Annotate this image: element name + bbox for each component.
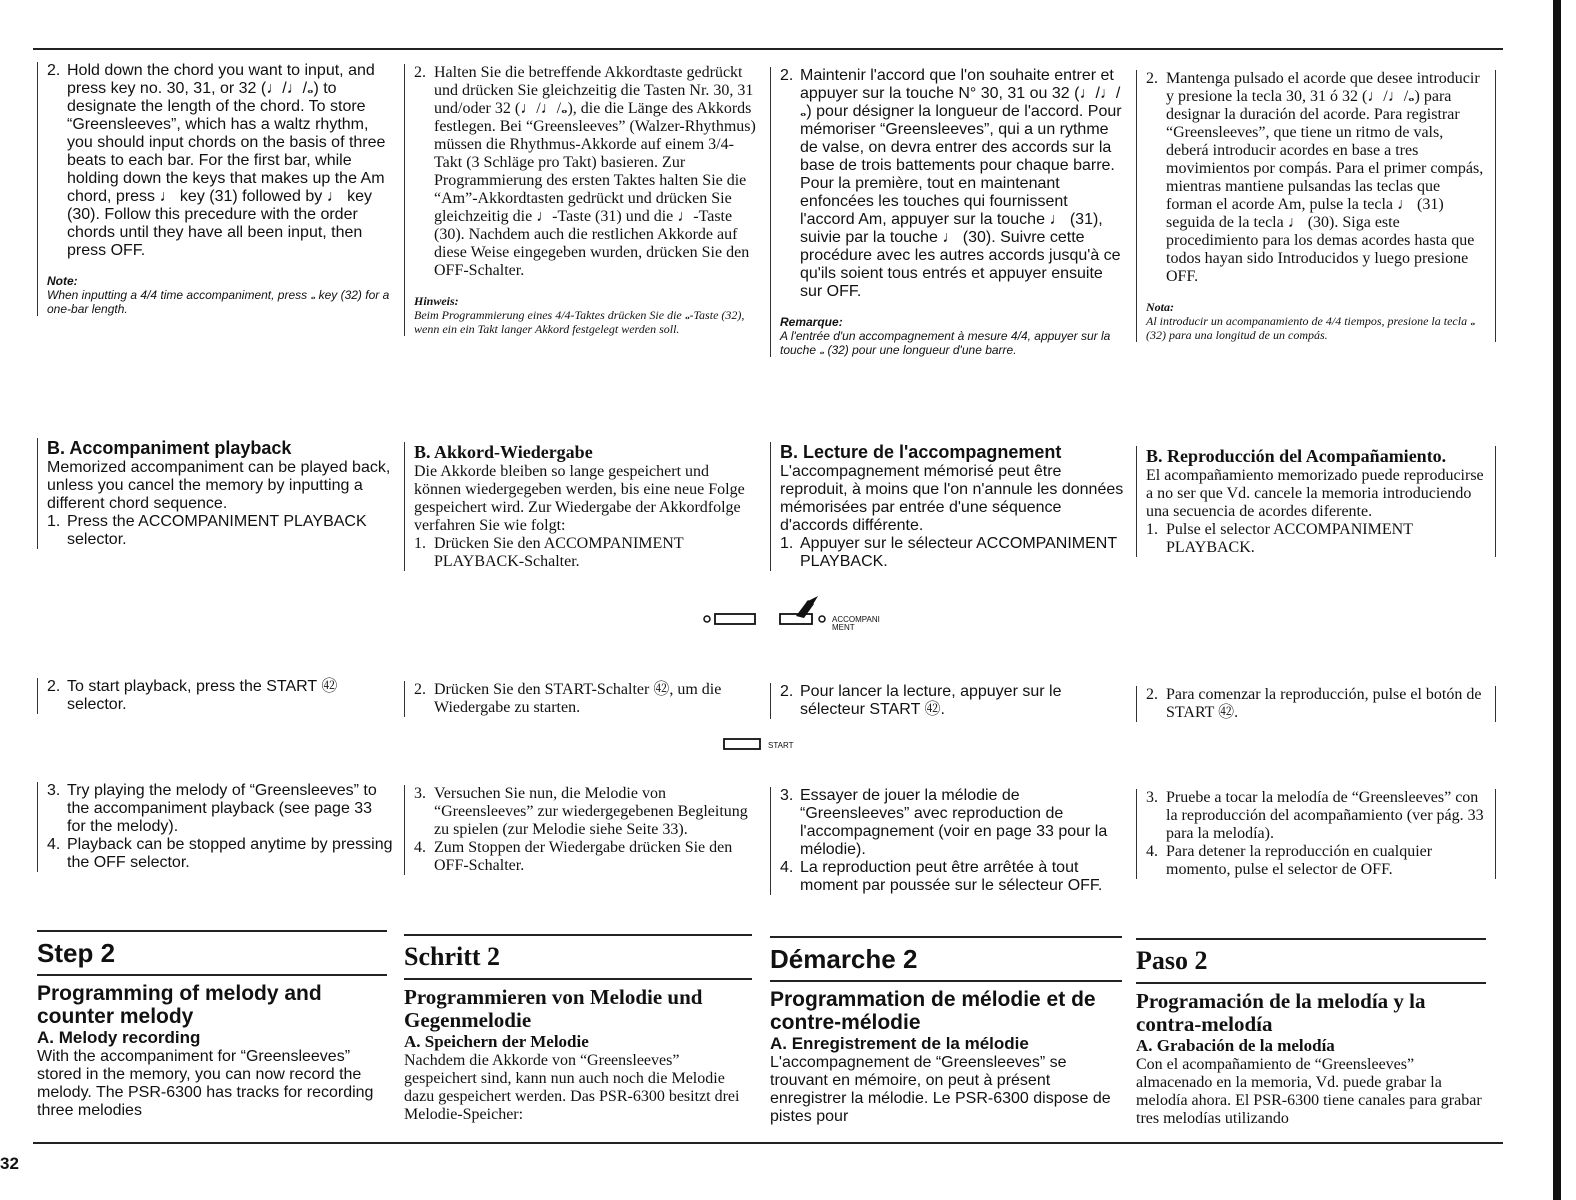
en-list-item: 1. Press the ACCOMPANIMENT PLAYBACK selector. [47,513,367,548]
en-list-item: 2. To start playback, press the START ㊷ selector. [47,678,338,713]
page-edge-bar [1553,0,1561,1200]
de-section-b-heading: B. Akkord-Wiedergabe [414,442,593,462]
fr-note-text: A l'entrée d'un accompagnement à mesure 4/4, appuyer sur la touche 𝅝 (32) pour une longueur d'une barre. [780,329,1111,357]
fr-subheading: Programmation de mélodie et de contre-mélodie [770,980,1122,1034]
es-start-step [1136,686,1496,722]
de-list-item: 2. Drücken Sie den START-Schalter ㊷, um die Wiedergabe zu starten. [414,681,722,716]
en-section-b-text: Memorized accompaniment can be played back, unless you cancel the memory by inputting a different chord sequence. [47,459,391,512]
de-step-heading: Schritt 2 [404,934,752,972]
en-steps-3-4 [37,782,393,872]
es-step2-text: Mantenga pulsado el acorde que desee introducir y presione la tecla 30, 31 ó 32 (♩/♩/𝅝) para designar la duración del acorde. Para registrar “Greensleeves”, que tiene un ritmo de vals, deberá introducir acordes en base a tres movimientos por compás. Para el primer compás, mientras mantiene pulsandas las teclas que forman el acorde Am, pulse la tecla ♩ (31) seguida de la tecla ♩ (30). Siga este procedimiento para los demas acordes hasta que todos hayan sido Introducidos y luego presione OFF. [1166,70,1484,285]
en-list-item: 3. Try playing the melody of “Greensleeves” to the accompaniment playback (see page 33 for the melody). [47,782,377,835]
start-selector-illustration [722,736,794,757]
es-steps-3-4 [1136,789,1496,879]
es-melody-text: Con el acompañamiento de “Greensleeves” almacenado en la memoria, Vd. puede grabar la melodía ahora. El PSR-6300 tiene canales para grabar tres melodías utilizando [1136,1056,1482,1127]
en-note-text: When inputting a 4/4 time accompaniment, press 𝅝 key (32) for a one-bar length. [47,288,390,316]
fr-section-b-text: L'accompagnement mémorisé peut être reproduit, à moins que l'on n'annule les données mémorisées par entrée d'une séquence d'accords différente. [780,463,1124,534]
en-list-item: 2. Hold down the chord you want to input, and press key no. 30, 31, or 32 (♩/♩/𝅝) to designate the length of the chord. To store “Greensleeves”, which has a waltz rhythm, you should input chords on the basis of three beats to each bar. For the first bar, while holding down the keys that makes up the Am chord, press ♩ key (31) followed by ♩ key (30). Follow this precedure with the order chords until they have all been input, then press OFF. [47,62,393,260]
en-step2-text: Hold down the chord you want to input, and press key no. 30, 31, or 32 (♩/♩/𝅝) to designate the length of the chord. To store “Greensleeves”, which has a waltz rhythm, you should input chords on the basis of three beats to each bar. For the first bar, while holding down the keys that makes up the Am chord, press ♩ key (31) followed by ♩ key (30). Follow this precedure with the order chords until they have all been input, then press OFF. [67,62,386,259]
de-subheading: Programmieren von Melodie und Gegenmelodie [404,978,752,1032]
en-subheading: Programming of melody and counter melody [37,974,387,1028]
fr-melody-text: L'accompagnement de “Greensleeves” se trouvant en mémoire, on peut à présent enregistrer la mélodie. Le PSR-6300 dispose de pistes pour [770,1054,1111,1125]
en-step2-block [37,62,393,316]
fr-step2-text: Maintenir l'accord que l'on souhaite entrer et appuyer sur la touche N° 30, 31 ou 32 (♩/♩/𝅝) pour désigner la longueur de l'accord. Pour mémoriser “Greensleeves”, qui a un rythme de valse, on devra entrer des accords sur la base de trois battements pour chaque barre. Pour la première, tout en maintenant enfoncées les touches qui fournissent l'accord Am, appuyer sur la touche ♩ (31), suivie par la touche ♩ (30). Suivre cette procédure avec les autres accords jusqu'à ce qu'ils soient tous entrés et appuyer ensuite sur OFF. [800,67,1122,300]
accompaniment-label: ACCOMPANI MENT [832,615,880,632]
es-list-item: 2. Para comenzar la reproducción, pulse el botón de START ㊷. [1146,686,1482,721]
de-list-item: 2. Halten Sie die betreffende Akkordtaste gedrückt und drücken Sie gleichzeitig die Tasten Nr. 30, 31 und/oder 32 (♩/♩/𝅝), die die Länge des Akkords festlegen. Bei “Greensleeves” (Walzer-Rhythmus) müssen die Rhythmus-Akkorde auf einem 3/4-Takt (3 Schläge pro Takt) basieren. Zur Programmierung des ersten Taktes halten Sie die “Am”-Akkordtasten gedrückt und drücken Sie gleichzeitig die ♩-Taste (31) und die ♩-Taste (30). Nachdem auch die restlichen Akkorde auf diese Weise eingegeben wurden, drücken Sie den OFF-Schalter. [414,64,759,280]
es-note-text: Al introducir un acompanamiento de 4/4 tiempos, presione la tecla 𝅝 (32) para una longitud de un compás. [1146,314,1475,342]
es-melody-recording-heading: A. Grabación de la melodía [1136,1036,1335,1055]
es-section-b-text: El acompañamiento memorizado puede reproducirse a no ser que Vd. cancele la memoria introduciendo una secuencia de acordes diferente. [1146,467,1484,520]
fr-list-item: 4. La reproduction peut être arrêtée à tout moment par poussée sur le sélecteur OFF. [780,859,1103,894]
fr-list-item: 2. Pour lancer la lecture, appuyer sur le sélecteur START ㊷. [780,683,1062,718]
en-step-heading: Step 2 [37,930,387,968]
de-list-item: 4. Zum Stoppen der Wiedergabe drücken Sie den OFF-Schalter. [414,839,733,874]
fr-melody-recording-heading: A. Enregistrement de la mélodie [770,1034,1029,1053]
es-step-heading-block [1136,938,1486,1128]
en-section-b [37,438,393,549]
de-step2-block [404,64,759,336]
fr-list-item: 3. Essayer de jouer la mélodie de “Greensleeves” avec reproduction de l'accompagnement (voir en page 33 pour la mélodie). [780,787,1108,858]
de-start-step [404,681,759,717]
fr-list-item: 1. Appuyer sur le sélecteur ACCOMPANIMENT PLAYBACK. [780,535,1117,570]
de-list-item: 1. Drücken Sie den ACCOMPANIMENT PLAYBACK-Schalter. [414,535,684,570]
top-rule [33,48,1503,50]
fr-note-heading: Remarque: [780,315,843,329]
de-note-heading: Hinweis: [414,294,459,308]
de-step-heading-block [404,934,752,1124]
fr-section-b-heading: B. Lecture de l'accompagnement [780,442,1062,462]
fr-start-step [770,683,1125,719]
fr-steps-3-4 [770,787,1125,895]
es-list-item: 1. Pulse el selector ACCOMPANIMENT PLAYBACK. [1146,521,1413,556]
es-subheading: Programación de la melodía y la contra-melodía [1136,982,1486,1036]
es-section-b [1136,446,1496,557]
es-step2-block [1136,70,1496,342]
es-section-b-heading: B. Reproducción del Acompañamiento. [1146,446,1447,466]
en-list-item: 4. Playback can be stopped anytime by pressing the OFF selector. [47,836,393,871]
de-note-text: Beim Programmierung eines 4/4-Taktes drücken Sie die 𝅝-Taste (32), wenn ein ein Takt langer Akkord festgelegt werden soll. [414,308,745,336]
accompaniment-selector-illustration [700,596,900,641]
de-steps-3-4 [404,785,759,875]
es-list-item: 3. Pruebe a tocar la melodía de “Greensleeves” con la reproducción del acompañamiento (ver pág. 33 para la melodía). [1146,789,1484,842]
de-section-b [404,442,759,571]
en-start-step [37,678,393,714]
en-melody-text: With the accompaniment for “Greensleeves” stored in the memory, you can now record the melody. The PSR-6300 has tracks for recording three melodies [37,1048,374,1119]
de-section-b-text: Die Akkorde bleiben so lange gespeichert und können wiedergegeben werden, bis eine neue Folge gespeichert wird. Zur Wiedergabe der Akkordfolge verfahren Sie wie folgt: [414,463,745,534]
start-label: START [768,741,794,750]
es-note-heading: Nota: [1146,300,1174,314]
en-note-heading: Note: [47,274,78,288]
fr-step-heading-block [770,936,1122,1126]
fr-step-heading: Démarche 2 [770,936,1122,974]
de-step2-text: Halten Sie die betreffende Akkordtaste gedrückt und drücken Sie gleichzeitig die Tasten Nr. 30, 31 und/oder 32 (♩/♩/𝅝), die die Länge des Akkords festlegen. Bei “Greensleeves” (Walzer-Rhythmus) müssen die Rhythmus-Akkorde auf einem 3/4-Takt (3 Schläge pro Takt) basieren. Zur Programmierung des ersten Taktes halten Sie die “Am”-Akkordtasten gedrückt und drücken Sie gleichzeitig die ♩-Taste (31) und die ♩-Taste (30). Nachdem auch die restlichen Akkorde auf diese Weise eingegeben wurden, drücken Sie den OFF-Schalter. [434,64,756,279]
en-melody-recording-heading: A. Melody recording [37,1028,201,1047]
es-list-item: 2. Mantenga pulsado el acorde que desee introducir y presione la tecla 30, 31 ó 32 (♩/♩/𝅝) para designar la duración del acorde. Para registrar “Greensleeves”, que tiene un ritmo de vals, deberá introducir acordes en base a tres movimientos por compás. Para el primer compás, mientras mantiene pulsandas las teclas que forman el acorde Am, pulse la tecla ♩ (31) seguida de la tecla ♩ (30). Siga este procedimiento para los demas acordes hasta que todos hayan sido Introducidos y luego presione OFF. [1146,70,1487,286]
es-step-heading: Paso 2 [1136,938,1486,976]
es-list-item: 4. Para detener la reproducción en cualquier momento, pulse el selector de OFF. [1146,843,1433,878]
de-melody-text: Nachdem die Akkorde von “Greensleeves” gespeichert sind, kann nun auch noch die Melodie dazu gespeichert werden. Das PSR-6300 besitzt drei Melodie-Speicher: [404,1052,740,1123]
fr-list-item: 2. Maintenir l'accord que l'on souhaite entrer et appuyer sur la touche N° 30, 31 ou 32 (♩/♩/𝅝) pour désigner la longueur de l'accord. Pour mémoriser “Greensleeves”, qui a un rythme de valse, on devra entrer des accords sur la base de trois battements pour chaque barre. Pour la première, tout en maintenant enfoncées les touches qui fournissent l'accord Am, appuyer sur la touche ♩ (31), suivie par la touche ♩ (30). Suivre cette procédure avec les autres accords jusqu'à ce qu'ils soient tous entrés et appuyer ensuite sur OFF. [780,67,1125,301]
de-melody-recording-heading: A. Speichern der Melodie [404,1032,589,1051]
bottom-rule [33,1142,1503,1144]
de-list-item: 3. Versuchen Sie nun, die Melodie von “Greensleeves” zur wiedergegebenen Begleitung zu spielen (zur Melodie siehe Seite 33). [414,785,748,838]
page-number: 32 [0,1154,19,1173]
fr-section-b [770,442,1125,571]
start-button-icon [722,736,766,752]
en-step-heading-block [37,930,387,1120]
fr-step2-block [770,67,1125,357]
en-section-b-heading: B. Accompaniment playback [47,438,292,458]
